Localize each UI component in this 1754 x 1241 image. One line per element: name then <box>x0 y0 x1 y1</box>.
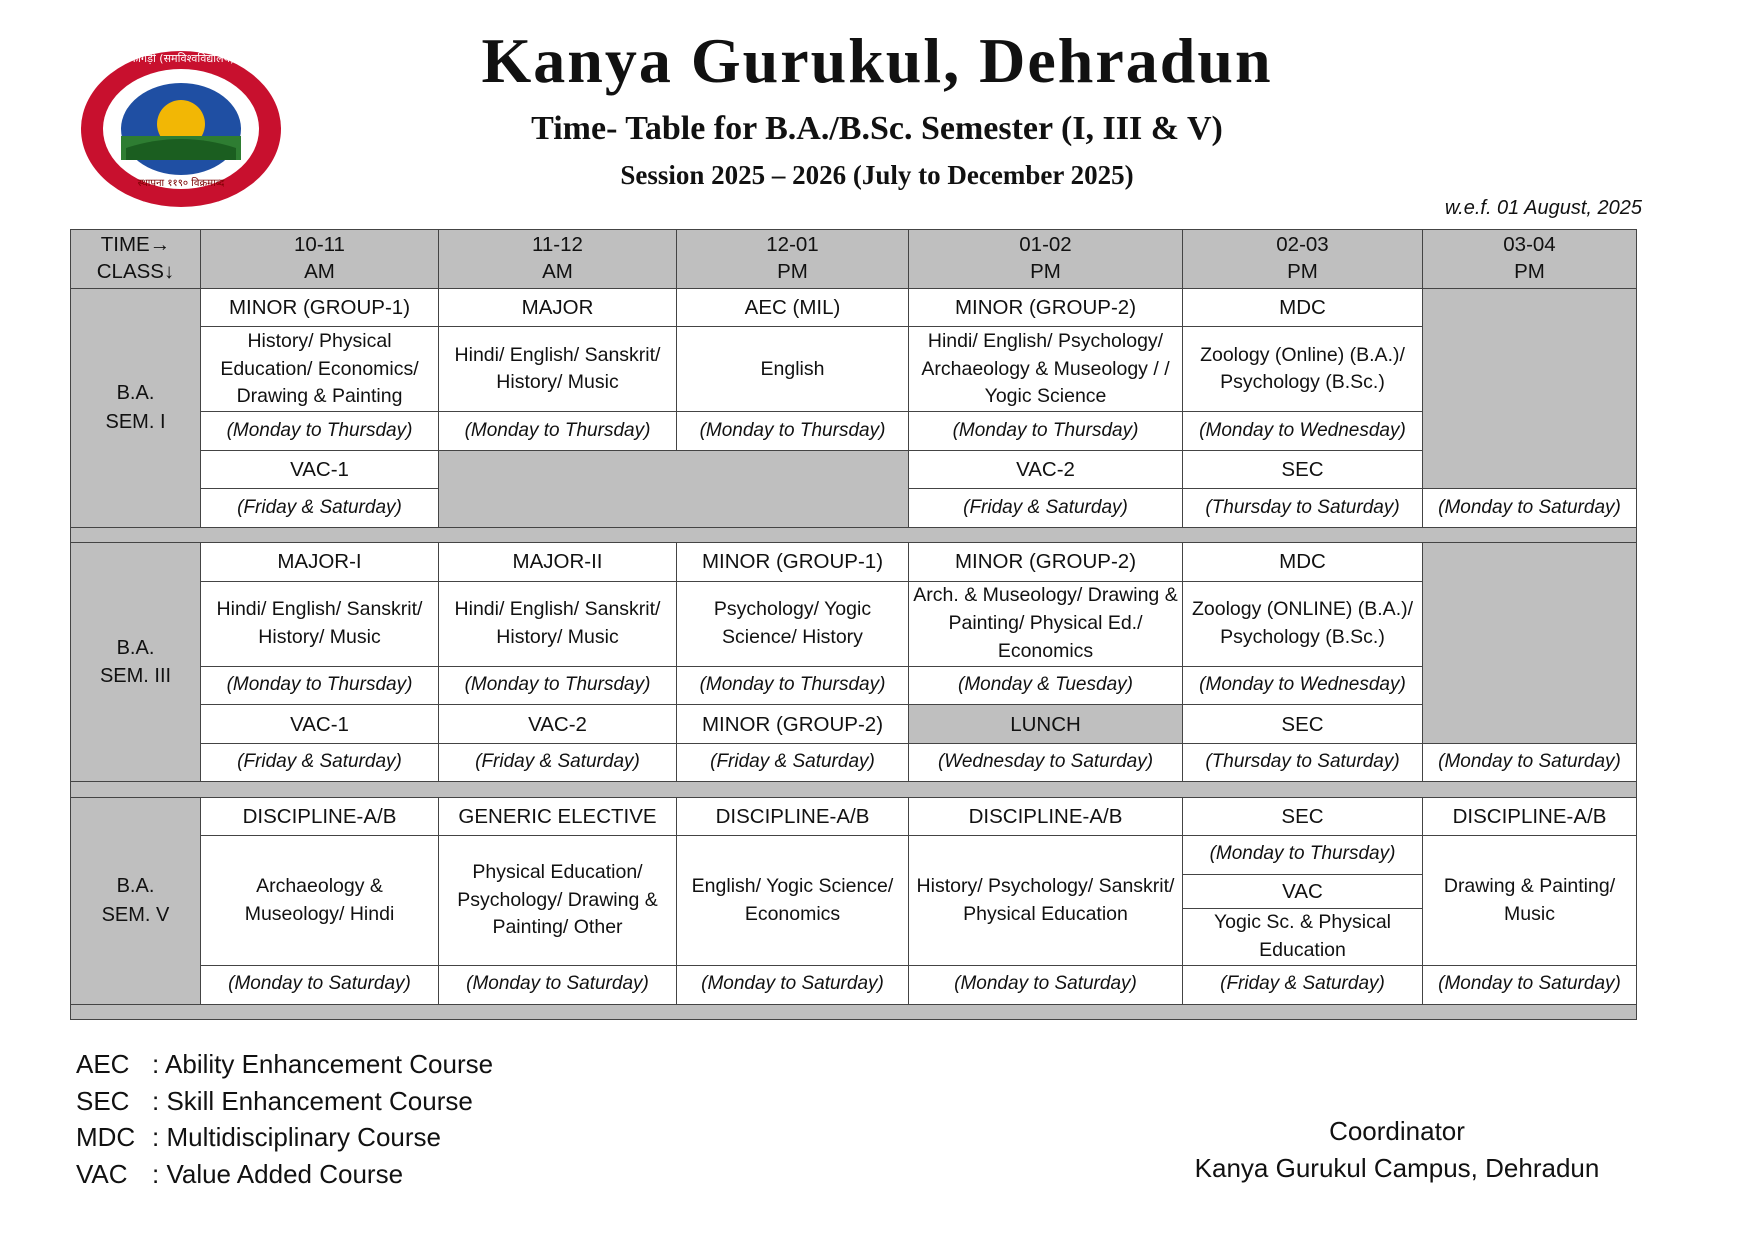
cell-header: MINOR (GROUP-2) <box>677 705 909 744</box>
session-line: Session 2025 – 2026 (July to December 2025) <box>620 160 1134 190</box>
table-row <box>71 836 1637 875</box>
cell-subjects: Hindi/ English/ Sanskrit/ History/ Music <box>439 327 677 412</box>
cell-header: MDC <box>1183 543 1423 582</box>
cell-subjects: Hindi/ English/ Psychology/ Archaeology & Museology / / Yogic Science <box>909 327 1183 412</box>
legend-abbr: MDC <box>76 1122 136 1152</box>
cell-subjects: History/ Physical Education/ Economics/ Drawing & Painting <box>201 327 439 412</box>
cell-header: MINOR (GROUP-2) <box>909 288 1183 327</box>
table-row <box>71 450 1637 489</box>
legend-item <box>76 1156 493 1193</box>
cell-days: (Friday & Saturday) <box>677 743 909 782</box>
col-02-03: 02-03 PM <box>1183 230 1423 289</box>
timetable <box>70 229 1637 1020</box>
table-row <box>71 581 1637 666</box>
coordinator-title: Coordinator <box>1329 1116 1465 1146</box>
empty-cell <box>439 450 909 527</box>
cell-header: GENERIC ELECTIVE <box>439 797 677 836</box>
cell-days: (Monday to Wednesday) <box>1183 666 1423 705</box>
cell-subjects: Zoology (ONLINE) (B.A.)/ Psychology (B.Sc.) <box>1183 581 1423 666</box>
table-row <box>71 666 1637 705</box>
table-row <box>71 327 1637 412</box>
abbreviation-legend <box>76 1046 493 1192</box>
cell-header: DISCIPLINE-A/B <box>1423 797 1637 836</box>
cell-days: (Monday to Thursday) <box>201 412 439 451</box>
coordinator-signature-block <box>1167 1113 1627 1186</box>
class-cell-sem1: B.A. SEM. I <box>71 288 201 527</box>
table-row <box>71 288 1637 327</box>
cell-days: (Wednesday to Saturday) <box>909 743 1183 782</box>
cell-days: (Monday to Saturday) <box>1423 743 1637 782</box>
col-01-02: 01-02 PM <box>909 230 1183 289</box>
cell-days: (Friday & Saturday) <box>439 743 677 782</box>
cell-days: (Monday to Saturday) <box>909 966 1183 1005</box>
col-12-01: 12-01 PM <box>677 230 909 289</box>
legend-text: : Ability Enhancement Course <box>152 1049 494 1079</box>
table-row <box>71 412 1637 451</box>
cell-days: (Friday & Saturday) <box>909 489 1183 528</box>
empty-cell <box>1423 288 1637 489</box>
cell-header: MINOR (GROUP-1) <box>201 288 439 327</box>
cell-days: (Monday to Thursday) <box>677 412 909 451</box>
cell-header: MAJOR-I <box>201 543 439 582</box>
cell-days: (Friday & Saturday) <box>201 743 439 782</box>
corner-cell: TIME→ CLASS↓ <box>71 230 201 289</box>
cell-header: SEC <box>1183 450 1423 489</box>
cell-subjects: English/ Yogic Science/ Economics <box>677 836 909 966</box>
cell-days: (Monday to Thursday) <box>439 412 677 451</box>
table-row <box>71 543 1637 582</box>
table-row <box>71 966 1637 1005</box>
cell-header: DISCIPLINE-A/B <box>909 797 1183 836</box>
page-subtitle: Time- Table for B.A./B.Sc. Semester (I, III & V) <box>531 110 1223 147</box>
cell-subjects: Drawing & Painting/ Music <box>1423 836 1637 966</box>
cell-days: (Monday & Tuesday) <box>909 666 1183 705</box>
cell-days: (Monday to Thursday) <box>909 412 1183 451</box>
cell-header: VAC-1 <box>201 705 439 744</box>
effective-date: w.e.f. 01 August, 2025 <box>1444 197 1642 219</box>
spacer-cell <box>71 1004 1637 1019</box>
cell-days: (Monday to Wednesday) <box>1183 412 1423 451</box>
cell-subjects: Zoology (Online) (B.A.)/ Psychology (B.Sc.) <box>1183 327 1423 412</box>
cell-subjects: Physical Education/ Psychology/ Drawing & Painting/ Other <box>439 836 677 966</box>
cell-days: (Monday to Saturday) <box>677 966 909 1005</box>
cell-header: DISCIPLINE-A/B <box>201 797 439 836</box>
cell-subjects: Arch. & Museology/ Drawing & Painting/ Physical Ed./ Economics <box>909 581 1183 666</box>
empty-cell <box>1423 543 1637 744</box>
spacer-cell <box>71 527 1637 542</box>
cell-header: MAJOR <box>439 288 677 327</box>
spacer-row <box>71 782 1637 797</box>
col-03-04: 03-04 PM <box>1423 230 1637 289</box>
cell-subjects: Archaeology & Museology/ Hindi <box>201 836 439 966</box>
cell-header: VAC-1 <box>201 450 439 489</box>
cell-header: AEC (MIL) <box>677 288 909 327</box>
col-10-11: 10-11 AM <box>201 230 439 289</box>
cell-days: (Monday to Thursday) <box>201 666 439 705</box>
col-11-12: 11-12 AM <box>439 230 677 289</box>
cell-header: VAC-2 <box>909 450 1183 489</box>
cell-header: MINOR (GROUP-1) <box>677 543 909 582</box>
legend-item <box>76 1046 493 1083</box>
table-row <box>71 797 1637 836</box>
cell-days: (Monday to Saturday) <box>201 966 439 1005</box>
cell-header: MAJOR-II <box>439 543 677 582</box>
class-cell-sem3: B.A. SEM. III <box>71 543 201 782</box>
cell-days: (Monday to Thursday) <box>1183 836 1423 875</box>
spacer-row <box>71 527 1637 542</box>
table-row <box>71 705 1637 744</box>
cell-days: (Monday to Thursday) <box>677 666 909 705</box>
legend-text: : Value Added Course <box>152 1158 404 1189</box>
table-row <box>71 743 1637 782</box>
legend-abbr: SEC <box>76 1085 130 1116</box>
logo-bottom-text: स्थापना ११९० विक्रमाब्द <box>137 178 225 189</box>
cell-days: (Monday to Saturday) <box>439 966 677 1005</box>
cell-subjects: Psychology/ Yogic Science/ History <box>677 581 909 666</box>
logo-top-text: गुरुकुल काँगड़ी (समविश्वविद्यालय) हरिद्वार <box>97 52 265 65</box>
lunch-cell: LUNCH <box>909 705 1183 744</box>
legend-abbr: VAC <box>76 1158 128 1189</box>
class-cell-sem5: B.A. SEM. V <box>71 797 201 1004</box>
cell-header: SEC <box>1183 705 1423 744</box>
legend-item <box>76 1119 493 1156</box>
cell-header: VAC-2 <box>439 705 677 744</box>
legend-item <box>76 1083 493 1120</box>
cell-days: (Monday to Saturday) <box>1423 966 1637 1005</box>
cell-subjects: English <box>677 327 909 412</box>
cell-header: SEC <box>1183 797 1423 836</box>
legend-text: : Multidisciplinary Course <box>152 1122 441 1152</box>
coordinator-campus: Kanya Gurukul Campus, Dehradun <box>1194 1152 1600 1183</box>
table-header-row <box>71 230 1637 289</box>
page-title: Kanya Gurukul, Dehradun <box>481 25 1273 96</box>
cell-days: (Thursday to Saturday) <box>1183 489 1423 528</box>
spacer-cell <box>71 782 1637 797</box>
cell-subjects: Hindi/ English/ Sanskrit/ History/ Music <box>201 581 439 666</box>
cell-days: (Friday & Saturday) <box>1183 966 1423 1005</box>
legend-text: : Skill Enhancement Course <box>152 1085 473 1116</box>
cell-subjects: Yogic Sc. & Physical Education <box>1183 908 1423 965</box>
legend-abbr: AEC <box>76 1049 130 1079</box>
cell-subjects: Hindi/ English/ Sanskrit/ History/ Music <box>439 581 677 666</box>
cell-days: (Friday & Saturday) <box>201 489 439 528</box>
cell-subjects: History/ Psychology/ Sanskrit/ Physical Education <box>909 836 1183 966</box>
cell-days: (Monday to Saturday) <box>1423 489 1637 528</box>
cell-header: VAC <box>1183 874 1423 908</box>
spacer-row <box>71 1004 1637 1019</box>
cell-header: MINOR (GROUP-2) <box>909 543 1183 582</box>
cell-days: (Monday to Thursday) <box>439 666 677 705</box>
cell-header: DISCIPLINE-A/B <box>677 797 909 836</box>
cell-header: MDC <box>1183 288 1423 327</box>
cell-days: (Thursday to Saturday) <box>1183 743 1423 782</box>
